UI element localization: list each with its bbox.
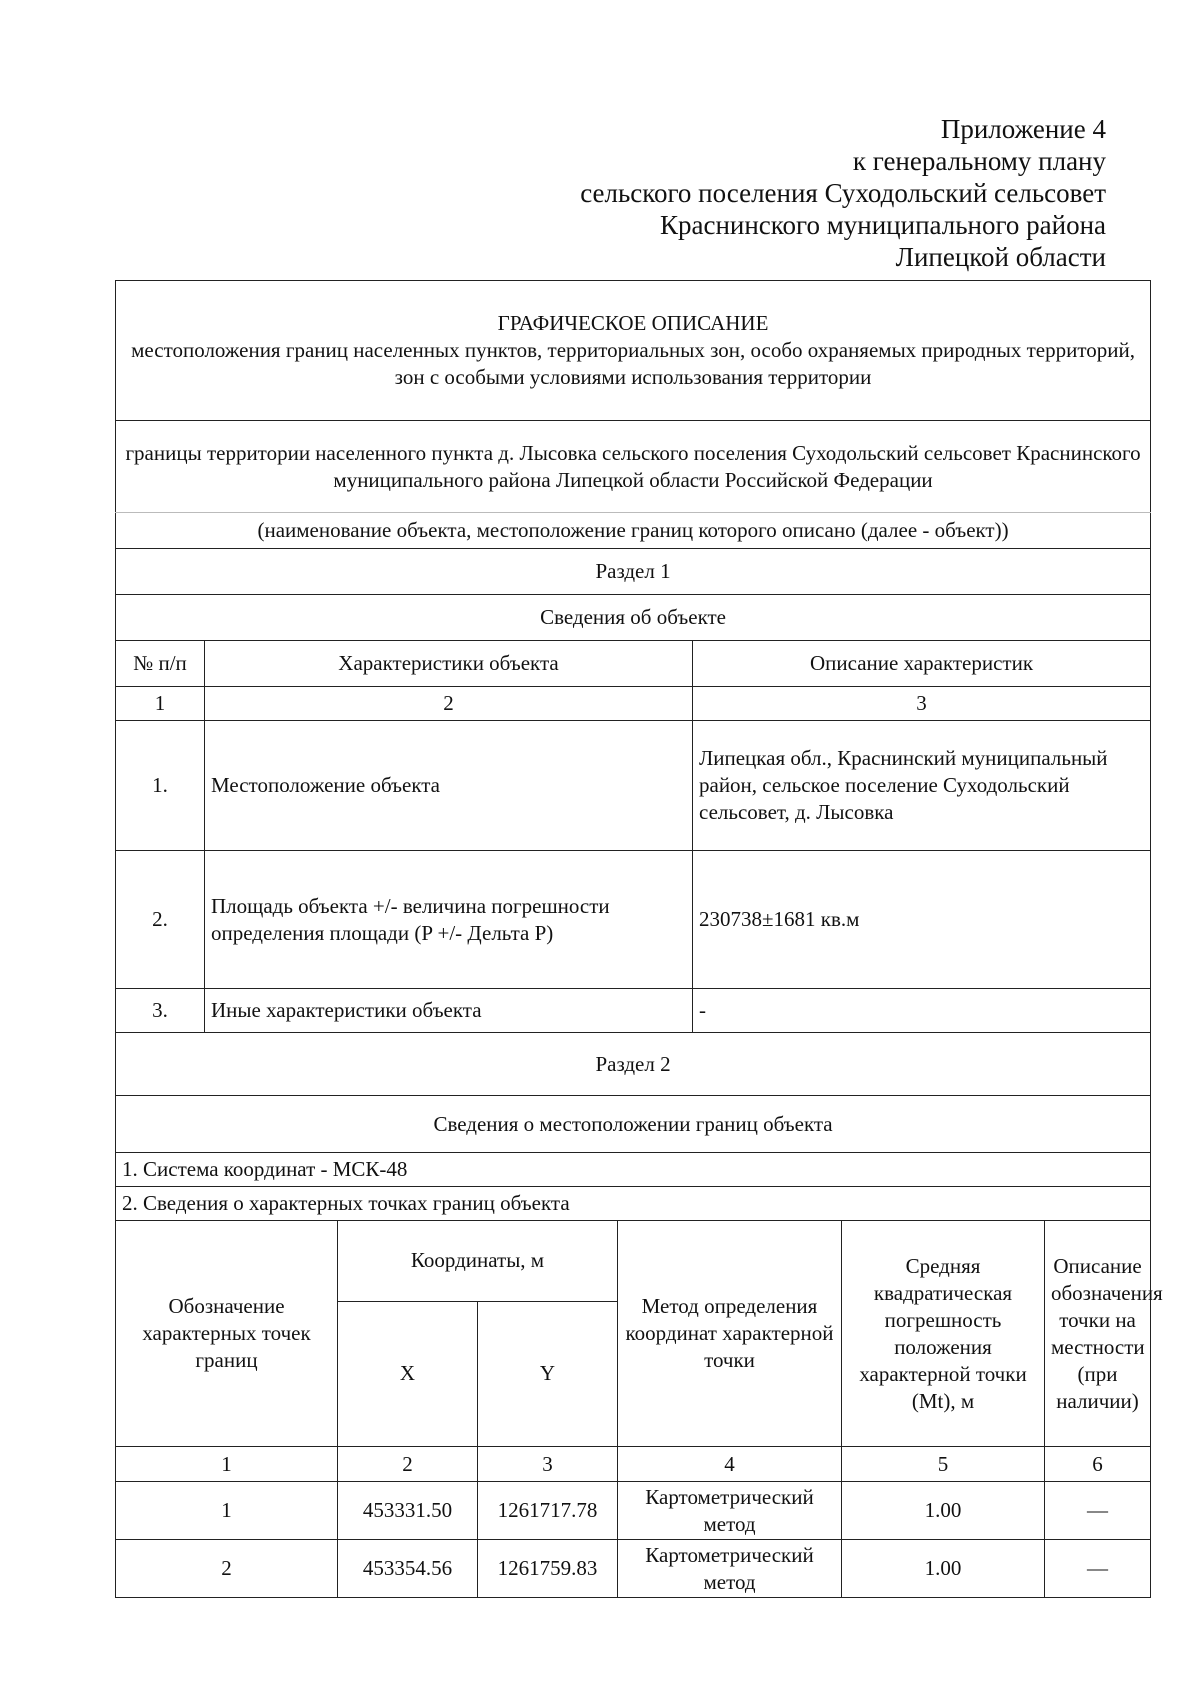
header-line: Приложение 4 — [940, 114, 1106, 144]
point-y: 1261717.78 — [478, 1482, 618, 1540]
header-characteristic: Характеристики объекта — [205, 641, 693, 687]
header-description: Описание характеристик — [693, 641, 1151, 687]
point-x: 453331.50 — [338, 1482, 478, 1540]
header-line: к генеральному плану — [852, 146, 1106, 176]
col-number: 2 — [205, 687, 693, 721]
col-number: 3 — [693, 687, 1151, 721]
header-coordinates: Координаты, м — [338, 1221, 617, 1301]
point-method: Картометрический метод — [618, 1540, 842, 1598]
col-number: 4 — [618, 1447, 842, 1482]
point-x: 453354.56 — [338, 1540, 478, 1598]
header-x: X — [338, 1301, 478, 1446]
characteristic-cell: Площадь объекта +/- величина погрешности определения площади (P +/- Дельта P) — [205, 851, 693, 989]
point-id: 2 — [116, 1540, 338, 1598]
point-accuracy: 1.00 — [842, 1540, 1045, 1598]
coordinates-subtable — [338, 1221, 617, 1446]
table-row — [116, 1482, 1151, 1540]
coordinate-system: 1. Система координат - МСК-48 — [116, 1153, 1151, 1187]
object-name: границы территории населенного пункта д. Лысовка сельского поселения Суходольский сельсовет Краснинского муниципального района Липецкой области Российской Федерации — [116, 421, 1151, 513]
document-subtitle: местоположения границ населенных пунктов, территориальных зон, особо охраняемых природных территорий, зон с особыми условиями использования территории — [131, 338, 1135, 389]
title-cell — [116, 281, 1151, 421]
header-designation: Обозначение характерных точек границ — [116, 1221, 338, 1447]
col-number: 2 — [338, 1447, 478, 1482]
description-cell: 230738±1681 кв.м — [693, 851, 1151, 989]
characteristic-cell: Иные характеристики объекта — [205, 989, 693, 1033]
coordinates-header — [338, 1221, 618, 1447]
point-accuracy: 1.00 — [842, 1482, 1045, 1540]
section1-label: Раздел 1 — [116, 549, 1151, 595]
description-cell: - — [693, 989, 1151, 1033]
header-y: Y — [478, 1301, 618, 1446]
table-row — [116, 1540, 1151, 1598]
header-accuracy: Средняя квадратическая погрешность положения характерной точки (Mt), м — [842, 1221, 1045, 1447]
point-id: 1 — [116, 1482, 338, 1540]
description-cell: Липецкая обл., Краснинский муниципальный район, сельское поселение Суходольский сельсовет, д. Лысовка — [693, 721, 1151, 851]
header-line: Краснинского муниципального района — [659, 210, 1106, 240]
point-y: 1261759.83 — [478, 1540, 618, 1598]
row-number: 1. — [116, 721, 205, 851]
points-title: 2. Сведения о характерных точках границ объекта — [116, 1187, 1151, 1221]
col-number: 3 — [478, 1447, 618, 1482]
header-number: № п/п — [116, 641, 205, 687]
document-title: ГРАФИЧЕСКОЕ ОПИСАНИЕ — [497, 311, 769, 335]
graphic-description-table — [115, 280, 1163, 1598]
section2-label: Раздел 2 — [116, 1033, 1151, 1096]
header-line: Липецкой области — [895, 242, 1106, 272]
point-description: — — [1045, 1540, 1151, 1598]
header-method: Метод определения координат характерной точки — [618, 1221, 842, 1447]
object-caption: (наименование объекта, местоположение границ которого описано (далее - объект)) — [116, 513, 1151, 549]
row-number: 2. — [116, 851, 205, 989]
appendix-header — [580, 113, 1106, 273]
point-description: — — [1045, 1482, 1151, 1540]
col-number: 5 — [842, 1447, 1045, 1482]
section1-title: Сведения об объекте — [116, 595, 1151, 641]
header-line: сельского поселения Суходольский сельсовет — [580, 178, 1106, 208]
header-point-description: Описание обозначения точки на местности (при наличии) — [1045, 1221, 1151, 1447]
characteristic-cell: Местоположение объекта — [205, 721, 693, 851]
col-number: 1 — [116, 1447, 338, 1482]
section2-title: Сведения о местоположении границ объекта — [116, 1096, 1151, 1153]
point-method: Картометрический метод — [618, 1482, 842, 1540]
row-number: 3. — [116, 989, 205, 1033]
col-number: 1 — [116, 687, 205, 721]
col-number: 6 — [1045, 1447, 1151, 1482]
